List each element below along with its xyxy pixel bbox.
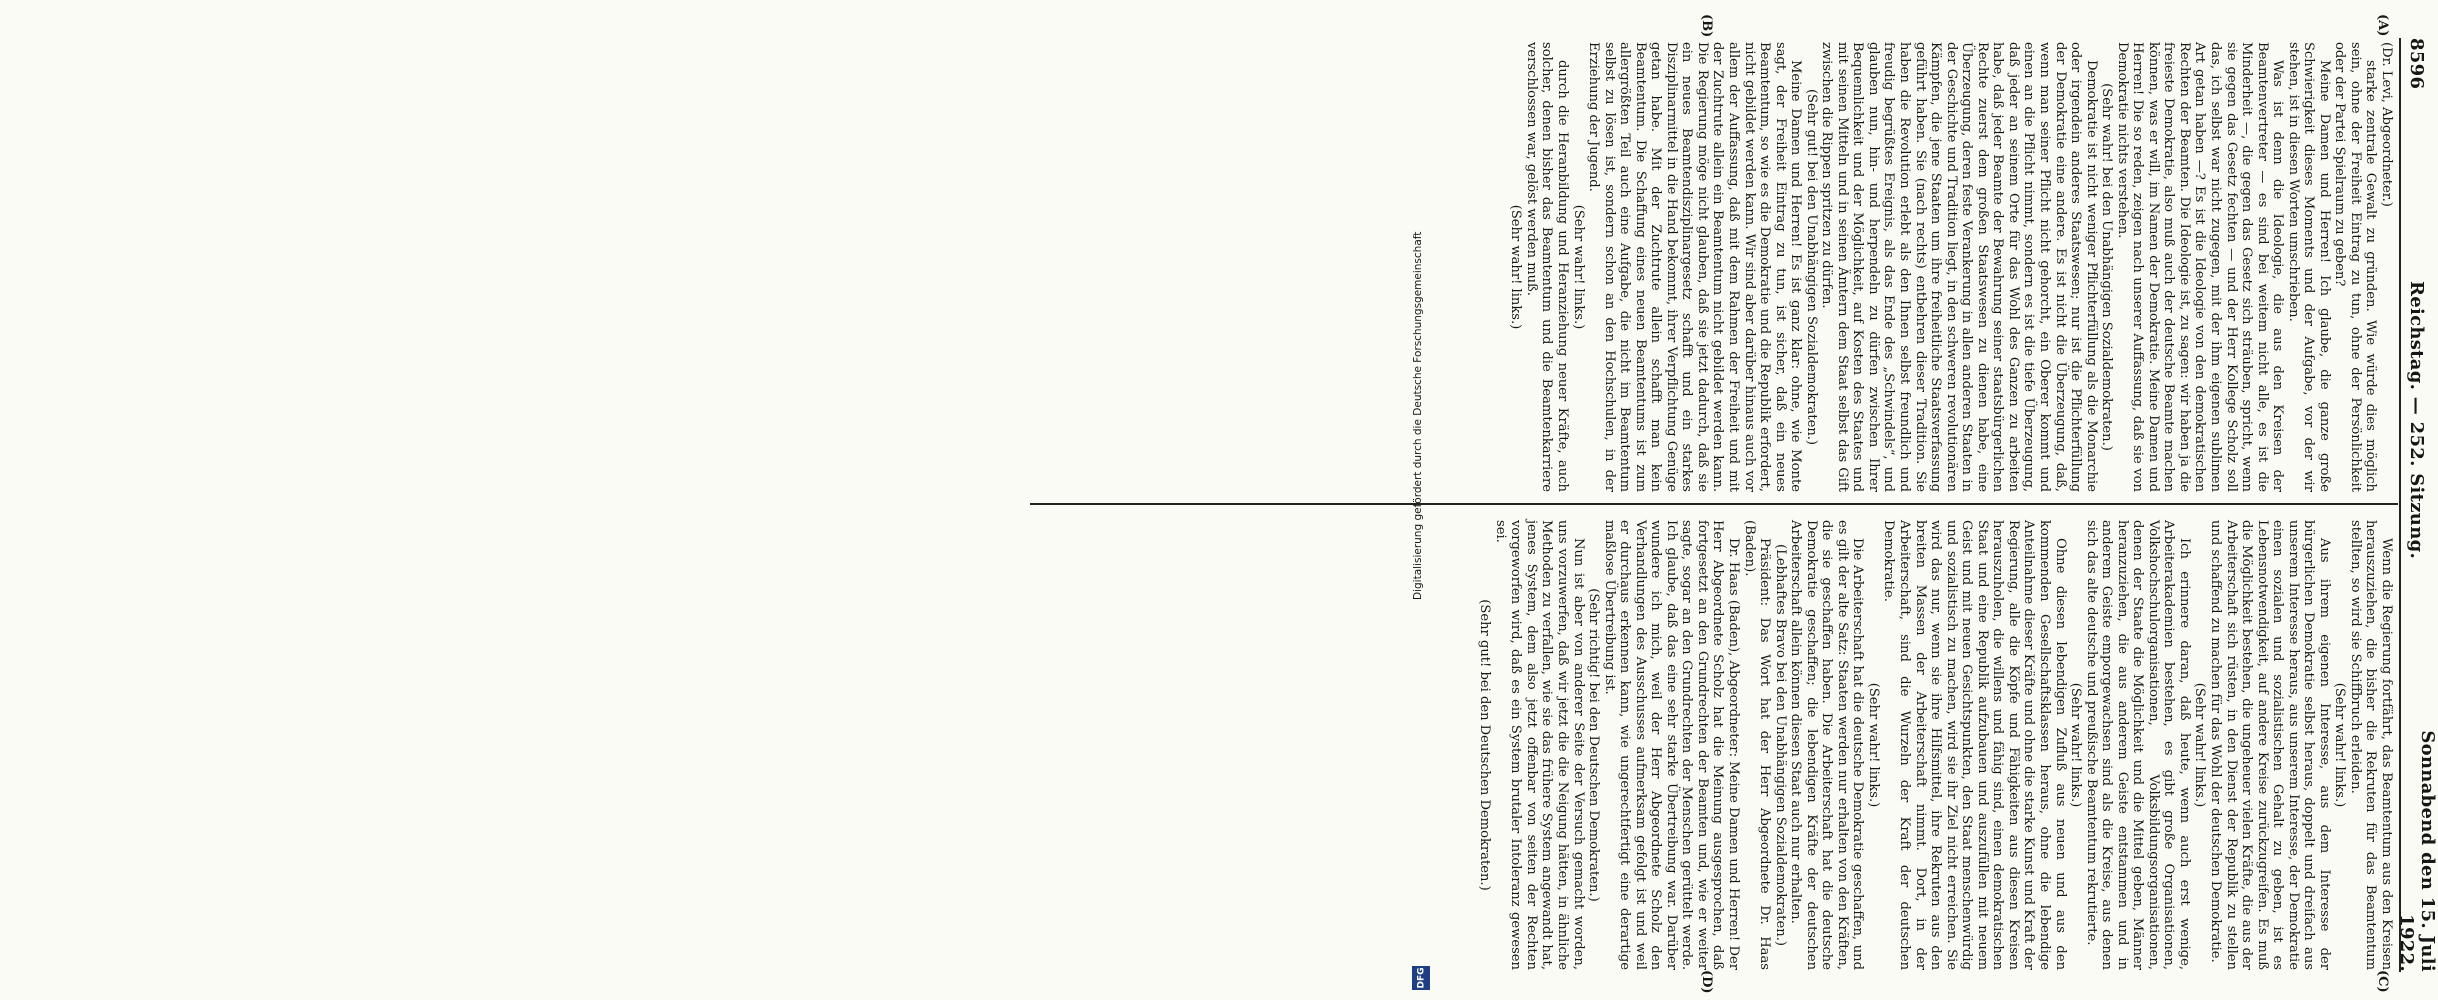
margin-marker-d: (D) bbox=[1699, 970, 1714, 994]
interjection: (Sehr wahr! links.) bbox=[1865, 682, 1881, 808]
paragraph: Meine Damen und Herren! Es ist ganz klar: ohne, wie Monte sagt, der Freiheit Eintrag zu tun, ist sicher, daß ein neues Beamtentum, so wie es die Demokratie und die Republik erfordert, nicht gebildet werden kann. Wir sind aber darüber hinaus auch vor allem der Auffassung, daß mit dem Rahmen der Freiheit und mit der Zuchtrute allein ein Beamtentum nicht gebildet werden kann. Die Regierung möge nicht glauben, daß sie jetzt dadurch, daß sie ein neues Beamtendisziplinargesetz schafft und ein starkes Disziplinarmittel in die Hand bekommt, ihrer Verpflichtung Genüge getan habe. Mit der Zuchtrute allein schafft man kein Beamtentum. Die Schaffung eines neuen Beamtentums ist zum allergrößten Teil auch eine Aufgabe, die nicht im Beamtentum selbst zu lösen ist, sondern schon an den Hochschulen, in der Erziehung der Jugend. bbox=[1586, 42, 1804, 492]
paragraph: Demokratie ist nicht weniger Pflichterfüllung als die Monarchie oder irgendein anderes Staatswesen; nur ist die Pflichterfüllung der Demokratie eine andere. Es ist nicht die Überzeugung, daß, wenn man seiner Pflicht nicht gehorcht, ein Oberer kommt und einen an die Pflicht nimmt, sondern es ist die tiefe Überzeugung, daß jeder an seinem Orte für das Wohl des Ganzen zu arbeiten habe, daß jeder Beamte der Bewahrung seiner staatsbürgerlichen Rechte zuerst dem großen Staatswesen zu dienen habe, eine Überzeugung, deren feste Verankerung in allen anderen Staaten in der Geschichte und Tradition liegt, in den schweren revolutionären Kämpfen, die jene Staaten um ihre freiheitliche Staatsverfassung geführt haben. Sie (nach rechts) entbehren dieser Tradition. Sie haben die Revolution erlebt als den Ihnen selbst freundlich und freudig begrüßtes Ereignis, als das Ende des „Schwindels“, und glauben nun, hin- und herpendeln zu dürfen zwischen Ihrer Bequemlichkeit und der Möglichkeit, auf Kosten des Staates und mit seinen Mitteln und in seinen Ämtern dem Staat selbst das Gift zwischen die Rippen spritzen zu dürfen. bbox=[1819, 42, 2099, 492]
president-line: Präsident: Das Wort hat der Herr Abgeordnete Dr. Haas (Baden). bbox=[1741, 520, 1773, 970]
dfg-logo bbox=[1412, 966, 1430, 990]
paragraph: Meine Damen und Herren! Ich glaube, die ganze große Schwierigkeit dieses Moments und der Aufgabe, vor der wir stehen, ist in diesen Worten umschrieben. bbox=[2285, 42, 2332, 492]
interjection: (Sehr gut! bei den Unabhängigen Sozialdemokraten.) bbox=[1803, 88, 1819, 446]
speaker-line: (Dr. Levi, Abgeordneter.) bbox=[2379, 42, 2394, 207]
interjection: (Sehr wahr! links.) bbox=[1570, 204, 1586, 330]
right-column bbox=[1477, 520, 2394, 970]
paragraph: Dr. Haas (Baden), Abgeordneter: Meine Damen und Herren! Der Herr Abgeordnete Scholz hat die Meinung ausgesprochen, daß fortgesetzt an den Grundrechten der Beamten und, wie er weiter sagte, sogar an den Grundrechten der Menschen gerüttelt werde. Ich glaube, daß das eine sehr starke Übertreibung war. Darüber wundere ich mich, weil der Herr Abgeordnete Scholz den Verhandlungen des Ausschusses aufmerksam gefolgt ist und weil er durchaus erkennen kann, wie ungerechtfertigt eine derartige maßlose Übertreibung ist. bbox=[1601, 520, 1742, 970]
paragraph: Die Arbeiterschaft hat die deutsche Demokratie geschaffen, und es gilt der alte Satz: Staaten werden nur erhalten von den Kräften, die sie geschaffen haben. Die Arbeiterschaft hat die deutsche Demokratie geschaffen; die lebendigen Kräfte der deutschen Arbeiterschaft allein können diesen Staat auch nur erhalten. bbox=[1788, 520, 1866, 970]
paragraph: Ohne diesen lebendigen Zufluß aus neuen und aus den kommenden Gesellschaftsklassen heraus, ohne die lebendige Anteilnahme dieser Kräfte und ohne die starke Kunst und Kraft der Regierung, alle die Köpfe und Fähigkeiten aus diesen Kreisen herauszuholen, die willens und fähig sind, einen demokratischen Staat und eine Republik aufzubauen und auszufüllen mit neuem Geist und mit neuen Gesichtspunkten, den Staat menschenwürdig und sozialistisch zu machen, wird sie ihr Ziel nicht erreichen. Sie wird das nur, wenn sie ihre Hilfsmittel, ihre Rekruten aus den breiten Massen der Arbeiterschaft nimmt. Dort, in der Arbeiterschaft, sind die Wurzeln der Kraft der deutschen Demokratie. bbox=[1881, 520, 2068, 970]
margin-marker-c: (C) bbox=[2375, 970, 2390, 993]
interjection: (Sehr wahr! links.) bbox=[2332, 682, 2348, 808]
interjection: (Sehr wahr! bei den Unabhängigen Sozialdemokraten.) bbox=[2099, 83, 2115, 451]
paragraph: Nun ist aber von anderer Seite der Versuch gemacht worden, uns vorzuwerfen, daß wir jetzt die die Neigung hätten, in ähnliche Methoden zu verfallen, wie sie das frühere System angewandt hat, jenes System, dem also jetzt offenbar von seiten der Rechten vorgeworfen wird, daß es ein System brutaler Intoleranz gewesen sei. bbox=[1492, 520, 1586, 970]
interjection: (Sehr wahr! links.) bbox=[1508, 204, 1524, 330]
paragraph: Was ist denn die Ideologie, die aus den Kreisen der Beamtenvertreter — es sind bei weitem nicht alle, es ist die Minderheit —, die gegen das Gesetz sich sträuben, spricht, wenn sie gegen das Gesetz fechten — und der Herr Kollege Scholz soll das, ich selbst war nicht zugegen, mit der ihm eigenen sublimen Art getan haben —? Es ist die Ideologie von den demokratischen Rechten der Beamten. Die Ideologie ist, zu sagen: wir haben ja die freieste Demokratie, also muß auch der deutsche Beamte machen können, was er will, im Namen der Demokratie. Meine Damen und Herren! Die so reden, zeigen nach unserer Auffassung, daß sie von Demokratie nichts verstehen. bbox=[2114, 42, 2286, 492]
paragraph: Wenn die Regierung fortfährt, das Beamtentum aus den Kreisen herauszuziehen, die bisher die Rekruten für das Beamtentum stellten, so wird sie Schiffbruch erleiden. bbox=[2347, 520, 2394, 970]
interjection: (Sehr wahr! links.) bbox=[2068, 682, 2084, 808]
margin-marker-b: (B) bbox=[1699, 14, 1714, 38]
session-date: Sonnabend den 15. Juli 1922. bbox=[2396, 730, 2438, 972]
interjection: (Lebhaftes Bravo bei den Unabhängigen Sozialdemokraten.) bbox=[1772, 544, 1788, 946]
left-column bbox=[1508, 42, 2394, 492]
paragraph: durch die Heranbildung und Heranziehung neuer Kräfte, auch solcher, denen bisher das Beamtentum und die Beamtenkarriere verschlossen war, gelöst werden muß. bbox=[1523, 42, 1571, 492]
dfg-logo-text: DFG bbox=[1416, 967, 1427, 989]
page-header bbox=[2396, 38, 2438, 972]
interjection: (Sehr gut! bei den Deutschen Demokraten.) bbox=[1477, 599, 1493, 891]
paragraph: Ich erinnere daran, daß heute, wenn auch erst wenige, Arbeiterakademien bestehen, es gibt große Organisationen, Volkshochschulorganisationen, Volksbildungsorganisationen, denen der Staate die Möglichkeit und die Mittel geben, Männer heranzuziehen, die aus anderem Geiste entstammen und in anderem Geiste emporgewachsen sind als die Kreise, aus denen sich das alte deutsche und preußische Beamtentum rekrutierte. bbox=[2083, 520, 2192, 970]
paragraph: starke zentrale Gewalt zu gründen. Wie würde dies möglich sein, ohne der Freiheit Eintrag zu tun, ohne der Persönlichkeit oder der Partei Spielraum zu geben? bbox=[2332, 42, 2379, 492]
paragraph: Aus ihrem eigenen Interesse, aus dem Interesse der bürgerlichen Demokratie selbst heraus, doppelt und dreifach aus unserem Interesse heraus, aus unserem Interesse, der Demokratie einen sozialen und sozialistischen Gehalt zu geben, ist es Lebensnotwendigkeit, auf andere Kreise zurückzugreifen. Es muß die Möglichkeit bestehen, die ungeheuer vielen Kräfte, die aus der Arbeiterschaft sich rüsten, in den Dienst der Republik zu stellen und schaffend zu machen für das Wohl der deutschen Demokratie. bbox=[2207, 520, 2332, 970]
margin-marker-a: (A) bbox=[2375, 14, 2390, 37]
credit-text: Digitalisierung gefördert durch die Deutsche Forschungsgemeinschaft bbox=[1412, 231, 1424, 600]
header-rule bbox=[2399, 38, 2401, 972]
page-number: 8596 bbox=[2406, 38, 2428, 90]
page-title: Reichstag. — 252. Sitzung. bbox=[2406, 280, 2428, 560]
interjection: (Sehr richtig! bei den Deutschen Demokraten.) bbox=[1586, 588, 1602, 902]
interjection: (Sehr wahr! links.) bbox=[2192, 682, 2208, 808]
